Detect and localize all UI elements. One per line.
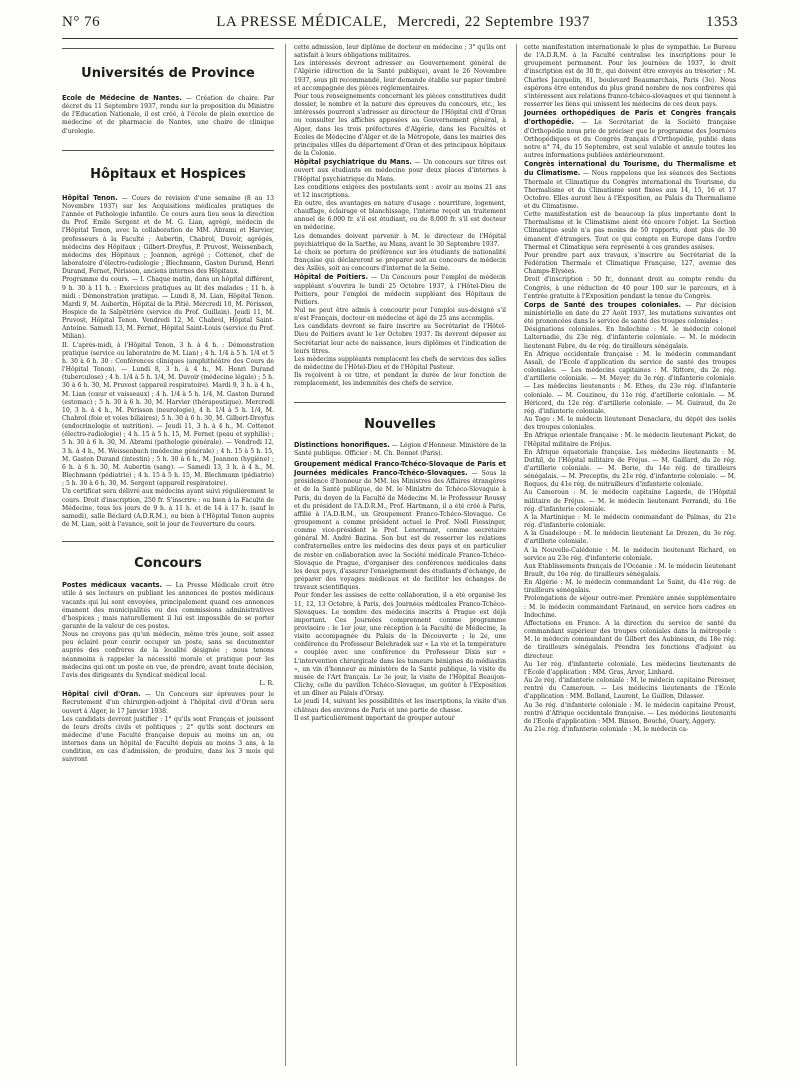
paragraph: Un certificat sera délivré aux médecins ayant suivi régulièrement le cours. Droit d'inscription, 250 fr. S'inscrire : ou bien à la Faculté de Médecine, tous les jours de 9 h. à 11 h. et de 14 à 17 h. (sauf le samedi), salle Béclard (A.D.R.M.), ou bien à l'Hôpital Tenon auprès de M. Lian, soit à l'avance, soit le jour de l'ouverture du cours.	[62, 488, 274, 529]
paragraph: Au 21e rég. d'infanterie coloniale : M. le médecin ca-	[524, 725, 689, 733]
column-divider	[516, 44, 517, 1066]
section-title-nouvelles: Nouvelles	[364, 416, 436, 432]
article-nantes: Ecole de Médecine de Nantes. — Création de chaire. Par décret du 11 Septembre 1937, rendu sur la proposition du Ministre de l'Education Nationale, il est créé, à l'école de plein exercice de médecine et de pharmacie de Nantes, une chaire de clinique d'urologie.	[62, 94, 274, 135]
paragraph: Affectations en France. A la direction du service de santé du commandant supérieur des troupes coloniales dans la métropole : M. le médecin commandant de Gilbert des Aubineaux, du 18e rég. de tirailleurs sénégalais. Prendra les fonctions d'adjoint au directeur.	[524, 619, 736, 660]
article-orthopedie: Journées orthopédiques de Paris et Congrès français d'orthopédie. — Le Secrétariat de la Société française d'Orthopédie nous prie de préciser que le programme des Journées Orthopédiques et du Congrès français d'Orthopédie, publié dans notre n° 74, du 15 Septembre, est seul valable et annule toutes les autres informations publiées antérieurement.	[524, 109, 736, 160]
paragraph: Au Togo : M. le médecin lieutenant Denaclara, du dépôt des isolés des troupes coloniales.	[524, 416, 736, 432]
paragraph: Ils reçoivent à ce titre, et pendant la durée de leur fonction de remplacement, les indemnités des chefs de service.	[294, 372, 506, 388]
header-rule	[62, 38, 738, 39]
paragraph: En Afrique orientale française : M. le médecin lieutenant Picket, de l'Hôpital militaire de Fréjus.	[524, 432, 736, 448]
paragraph: En Algérie : M. le médecin commandant Le Saint, du 41e rég. de tirailleurs sénégalais.	[524, 579, 736, 595]
article-thermalisme: Congrès international du Tourisme, du Thermalisme et du Climatisme. — Nous rappelons que les séances des Sections Thermale et Climatique du Congrès international du Tourisme, du Thermalisme et du Climatisme sont fixées aux 14, 15, 16 et 17 Octobre. Elles auront lieu à l'Exposition, au Palais du Thermalisme et du Climatisme.	[524, 160, 737, 210]
issue-number: N° 76	[62, 14, 101, 30]
paragraph: Le jeudi 14, suivant les possibilités et les inscriptions, la visite d'un château des environs de Paris et une partie de chasse.	[294, 698, 506, 714]
paragraph: Droit d'inscription : 50 fr., donnant droit au compte rendu du Congrès, à une réduction de 40 pour 100 sur le parcours, et à l'entrée gratuite à l'Exposition pendant la tenue du Congrès.	[524, 276, 736, 300]
paragraph: A la Martinique : M. le médecin commandant de Palmas, du 21e rég. d'infanterie coloniale.	[524, 513, 736, 530]
article-poitiers: Hôpital de Poitiers. — Un Concours pour l'emploi de médecin suppléant s'ouvrira le lundi 25 Octobre 1937, à l'Hôtel-Dieu de Poitiers, pour l'emploi de médecin suppléant des Hôpitaux de Poitiers.	[294, 273, 506, 306]
section-title-concours: Concours	[134, 556, 202, 572]
paragraph: cette admission, leur diplôme de docteur en médecine ; 3° qu'ils ont satisfait à leurs obligations militaires.	[294, 44, 506, 60]
page-number: 1353	[705, 14, 738, 30]
article-mans: Hôpital psychiatrique du Mans. — Un concours sur titres est ouvert aux étudiants en médecine pour deux places d'internes à l'Hôpital psychiatrique du Mans.	[294, 158, 507, 183]
paragraph: Programme du cours. — I. Chaque matin, dans un hôpital différent, 9 h. 30 à 11 h. : Exercices pratiques au lit des malades ; 11 h. à midi : Démonstration pratique. — Lundi 8, M. Lian, Hôpital Tenon. Mardi 9, M. Aubertin, Hôpital de la Pitié. Mercredi 10, M. Périsson, Hospice de la Salpêtrière (service du Prof. Guillain). Jeudi 11, M. Pruvost, Hôpital Tenon. Vendredi 12, M. Chabrol, Hôpital Saint-Antoine. Samedi 13, M. Fernet, Hôpital Saint-Louis (service du Prof. Milian).	[62, 276, 274, 341]
section-rule	[294, 402, 506, 403]
paragraph: II. L'après-midi, à l'Hôpital Tenon, 3 h. à 4 h. : Démonstration pratique (service ou laboratoire de M. Lian) ; 4 h. 1/4 à 5 h. 1/4 et 5 h. 30 à 6 h. 30 : Conférences cliniques (amphithéâtre des Cours de l'Hôpital Tenon). — Lundi 8, 3 h. à 4 h., M. Henri Durand (tuberculose) ; 4 h. 1/4 à 5 h. 1/4, M. Duvoir (médecine légale) ; 5 h. 30 à 6 h. 30, M. Pruvost (appareil respiratoire). Mardi 9, 3 h. à 4 h., M. Lian (cœur et vaisseaux) ; 4 h. 1/4 à 5 h. 1/4, M. Gaston Durand (estomac) ; 5 h. 30 à 6 h. 30, M. Harvier (thérapeutique). Mercredi 10, 3 h. à 4 h., M. Périsson (neurologie), 4 h. 1/4 à 5 h. 1/4, M. Chabrol (foie et voies biliaires), 5 h. 30 à 6 h. 30, M. Gilbert-Dreyfus (endocrinologie et nutrition). — Jeudi 11, 3 h. à 4 h., M. Cottenot (électro-radiologie) ; 4 h. 15 à 5 h. 15, M. Fernet (peau et syphilis) ; 5 h. 30 à 6 h. 30, M. Abrami (pathologie générale). — Vendredi 12, 3 h. à 4 h., M. Weissenbach (médecine générale) ; 4 h. 15 à 5 h. 15, M. Gaston Durand (intestin) ; 5 h. 30 à 6 h., M. Joannon (hygiène) ; 6 h. à 6 h. 30, M. Aubertin (sang). — Samedi 13, 3 h. à 4 h., M. Blechmann (pédiatrie) ; 4 h. 15 à 5 h. 15, M. Blechmann (pédiatrie) ; 5 h. 30 à 6 h. 30, M. Sergent (appareil respiratoire).	[62, 341, 274, 488]
paragraph: Au 2e rég. d'infanterie coloniale : M. le médecin capitaine Péresner, rentré du Cameroun. — Les médecins lieutenants de l'Ecole d'application : MM. Bolland, Laurent, Le Guillon, Dilasser.	[524, 677, 736, 701]
paragraph: Les candidats devront justifier : 1° qu'ils sont Français et jouissent de leurs droits civils et politiques ; 2° qu'ils sont docteurs en médecine d'une Faculté française depuis au moins un an, ou internes dans un hôpital de Faculté depuis au moins 3 ans, à la condition, en cas d'admission, de produire, dans les 3 mois qui suivront	[62, 715, 274, 764]
article-sante-coloniale: Corps de Santé des troupes coloniales. — Par décision ministérielle en date du 27 Août 1937, les mutations suivantes ont été prononcées dans le service de santé des troupes coloniales :	[524, 300, 737, 326]
paragraph: Au 1er rég. d'infanterie coloniale. Les médecins lieutenants de l'Ecole d'application : MM. Gras, Arvor, Linhard.	[524, 660, 736, 676]
paragraph: Il est particulièrement important de grouper autour	[294, 714, 455, 722]
article-franco-tcheco: Groupement médical Franco-Tchéco-Slovaque de Paris et Journées médicales Franco-Tchéco-Slovaques. — Sous la présidence d'honneur de MM. les Ministres des Affaires étrangères et de la Santé publique, de M. le Ministre de Tchéco-Slovaquie à Paris, du doyen de la Faculté de Médecine M. le Professeur Roussy et du président de l'A.D.R.M., Prof. Hartmann, il a été créé à Paris, affilié à l'A.D.R.M., un Groupement Franco-Tchéco-Slovaque. Ce groupement a comme président actuel le Prof. Noël Fiessinger, comme vice-président le Prof. Lenormant, comme secrétaire général M. André Bazina. Son but est de resserrer les relations confraternelles entre les médecins des deux pays et en particulier de rester en collaboration avec la Société médicale Franco-Tchéco-Slovaque de Prague, d'organiser des conférences médicales dans les deux pays, d'assurer l'enseignement des étudiants d'échange, de préparer des voyages médicaux et de faciliter les échanges de travaux scientifiques.	[294, 459, 507, 592]
column-divider	[285, 44, 286, 1066]
paragraph: En Afrique occidentale française : M. le médecin commandant Assali, de l'Ecole d'application du service de santé des troupes coloniales. — Les médecins capitaines : M. Rittore, du 2e rég. d'artillerie coloniale. — M. Meyer, du 3e rég. d'infanterie coloniale. — Les médecins lieutenants : M. Ethes, du 23e rég. d'infanterie coloniale. — M. Couzinou, du 11e rég. d'artillerie coloniale. — M. Héricord, du 12e rég. d'artillerie coloniale. — M. Guiraud, du 2e rég. d'infanterie coloniale.	[524, 350, 736, 415]
paragraph: Les intéressés devront adresser au Gouvernement général de l'Algérie (direction de la Santé publique), avant le 26 Novembre 1937, sous pli recommandé, leur demande établie sur papier timbré et accompagnée des pièces réglementaires.	[294, 60, 506, 92]
paragraph: Les candidats devront se faire inscrire au Secrétariat de l'Hôtel-Dieu de Poitiers avant le 1er Octobre 1937. Ils devront déposer au Secrétariat leur acte de naissance, leurs diplômes et l'indication de leurs titres.	[294, 323, 506, 355]
signature: L. R.	[259, 680, 274, 688]
paragraph: Pour prendre part aux travaux, s'inscrire au Secrétariat de la Fédération Thermale et Climatique Française, 127, avenue des Champs-Elysées.	[524, 251, 736, 276]
article-tenon: Hôpital Tenon. — Cours de revision d'une semaine (8 au 13 Novembre 1937) sur les Acquisitions médicales pratiques de l'année et Pathologie infantile. Ce cours aura lieu sous la direction du Prof. Emile Sergent et de M. G. Lian, agrégé, médecin de l'Hôpital Tenon, avec la collaboration de MM. Abrami et Harvier, professeurs à la Faculté ; Aubertin, Chabrol, Duvoir, agrégés, médecins des Hôpitaux ; Gilbert-Dreyfus, P. Pruvost, Weissenbach, médecins des Hôpitaux ; Joannon, agrégé ; Cottenot, chef de laboratoire d'électro-radiologie ; Blechmann, Gaston Durand, Henri Durand, Fernet, Périsson, anciens internes des Hôpitaux.	[62, 193, 274, 276]
paragraph: Pour tous renseignements concernant les pièces constitutives dudit dossier, le nombre et la nature des épreuves du concours, etc., les intéressés pourront s'adresser au directeur de l'Hôpital civil d'Oran ou consulter les affiches apposées au Gouvernement général, à Alger, dans les trois préfectures d'Algérie, dans les Facultés et Ecoles de Médecine d'Alger et de la Métropole, dans les mairies des principales villes du département d'Oran et des principaux hôpitaux de la Colonie.	[294, 92, 506, 158]
section-rule	[62, 150, 274, 151]
paragraph: En outre, des avantages en nature d'usage : nourriture, logement, chauffage, éclairage et blanchissage, l'interne reçoit un traitement annuel de 6.000 fr. s'il est étudiant, ou de 8.000 fr. s'il est docteur en médecine.	[294, 199, 506, 232]
article-oran: Hôpital civil d'Oran. — Un Concours sur épreuves pour le Recrutement d'un chirurgien-adjoint à l'hôpital civil d'Oran sera ouvert à Alger, le 17 Janvier 1938.	[62, 690, 274, 715]
paragraph: Nous ne croyons pas qu'un médecin, même très jeune, soit assez peu éclairé pour courir occuper un poste, sans se documenter auprès des confrères de la localité désignée ; nous tenons néanmoins à rappeler la nécessité morale et pratique pour les médecins qui ont un poste en vue, de prendre, avant toute décision, l'avis des dirigeants du Syndicat médical local.	[62, 631, 274, 679]
masthead	[213, 14, 593, 31]
column-1	[62, 44, 274, 765]
section-title-universites: Universités de Province	[81, 66, 255, 81]
paragraph: cette manifestation internationale le plus de sympathie. Le Bureau de l'A.D.R.M. à la Faculté centralise les inscriptions pour le groupement permanent. Pour les journées de 1937, le droit d'inscription est de 30 fr., qui doivent être envoyés au trésorier : M. Charles Jacquelin, 81, boulevard Beaumarchais, Paris (3e). Nous espérons être entendus du plus grand nombre de nos confrères qui s'intéressent aux relations franco-tchéco-slovaques et qui tiennent à resserrer les liens qui unissent les médecins de ces deux pays.	[524, 44, 736, 109]
paragraph: Le choix se portera de préférence sur les étudiants de nationalité française qui déclareront se préparer soit au concours de médecin des Asiles, soit au concours d'internat de la Seine.	[294, 248, 506, 273]
paragraph: Au Cameroun : M. le médecin capitaine Lagarde, de l'Hôpital militaire de Fréjus. — M. le médecin lieutenant Ferrandi, du 16e rég. d'infanterie coloniale.	[524, 489, 736, 513]
paragraph: Pour fonder les assises de cette collaboration, il a été organisé les 11, 12, 13 Octobre, à Paris, des Journées médicales Franco-Tchéco-Slovaques. Le nombre des médecins inscrits à Prague est déjà important. Ces Journées comprennent comme programme provisoire : le 1er jour, une réception à la Faculté de Médecine, la visite accompagnée du Palais de la Découverte ; le 2e, une conférence du Professeur Belehradek sur « La vie et la température » couplée avec une conférence du Professeur Dixis sur « L'intervention chirurgicale dans les tumeurs bénignes du médiastin », un vin d'honneur au ministère de la Santé publique, la visite du musée de l'Art français. Le 3e jour, la visite de l'Hôpital Beaujon-Clichy, celle du pavillon Tchéco-Slovaque, un goûter à l'Exposition et un dîner au Palais d'Orsay.	[294, 592, 506, 698]
article-postes: Postes médicaux vacants. — La Presse Médicale croit être utile à ses lecteurs en publiant les annonces de postes médicaux vacants qui lui sont envoyées, principalement quand ces annonces émanent des municipalités ou des commissions administratives d'hospices ; mais naturellement il lui est impossible de se porter garante de la valeur de ces postes.	[62, 581, 275, 630]
paragraph: Prolongations de séjour outre-mer. Première année supplémentaire : M. le médecin commandant Farinaud, en service hors cadres en Indochine.	[524, 595, 736, 619]
masthead-title: LA PRESSE MÉDICALE,	[216, 14, 387, 30]
paragraph: Les médecins suppléants remplacent les chefs de services des salles de médecine de l'Hôtel-Dieu et de l'Hôpital Pasteur.	[294, 355, 506, 372]
column-2	[294, 44, 506, 723]
paragraph: Les demandes doivent parvenir à M. le directeur de l'Hôpital psychiatrique de la Sarthe, au Mans, avant le 30 Septembre 1937.	[294, 232, 506, 248]
paragraph: Cette manifestation est de beaucoup la plus importante dont le Thermalisme et le Climatisme aient été encore l'objet. La Section Climatique seule n'a pas moins de 50 rapports, dont plus de 30 émanent d'étrangers. Tout ce qui compte en Europe dans l'ordre Thermal et Climatique sera représenté à ces grandes assises.	[524, 211, 736, 251]
paragraph: Aux Etablissements français de l'Océanie : M. le médecin lieutenant Brault, du 16e rég. de tirailleurs sénégalais.	[524, 562, 736, 578]
section-title-hopitaux: Hôpitaux et Hospices	[90, 166, 246, 182]
paragraph: A la Guadeloupe : M. le médecin lieutenant Le Drezen, du 3e rég. d'artillerie coloniale.	[524, 530, 736, 546]
article-distinctions: Distinctions honorifiques. — Légion d'Honneur. Ministère de la Santé publique. Officier : M. Ch. Bonnet (Paris).	[294, 440, 506, 457]
masthead-date: Mercredi, 22 Septembre 1937	[397, 14, 590, 30]
section-rule	[62, 48, 274, 49]
column-3	[524, 44, 736, 734]
paragraph: Nul ne peut être admis à concourir pour l'emploi sus-désigné s'il n'est Français, docteur en médecine et âgé de 25 ans accomplis.	[294, 307, 506, 323]
section-rule	[62, 541, 274, 542]
page-header	[62, 14, 738, 36]
paragraph: Désignations coloniales. En Indochine : M. le médecin colonel Lalternadie, du 23e rég. d'infanterie coloniale. — M. le médecin lieutenant Fabre, du 4e rég. de tirailleurs sénégalais.	[524, 326, 736, 350]
paragraph: Les conditions exigées des postulants sont : avoir au moins 21 ans et 12 inscriptions.	[294, 183, 506, 199]
paragraph: A la Nouvelle-Calédonie : M. le médecin lieutenant Richard, en service au 23e rég. d'infanterie coloniale.	[524, 546, 736, 562]
paragraph: Au 3e rég. d'infanterie coloniale : M. le médecin capitaine Proust, rentré d'Afrique occidentale française. — Les médecins lieutenants de l'Ecole d'application : MM. Binson, Bouché, Ouary, Aggery.	[524, 701, 736, 725]
paragraph: En Afrique équatoriale française. Les médecins lieutenants : M. Duthil, de l'Hôpital militaire de Fréjus. — M. Gaillard, du 2e rég. d'artillerie coloniale. — M. Borie, du 14e rég. de tirailleurs sénégalais. — M. Preceptis, du 21e rég. d'infanterie coloniale. — M. Roques, du 41e rég. de mitrailleurs d'infanterie coloniale.	[524, 448, 736, 489]
